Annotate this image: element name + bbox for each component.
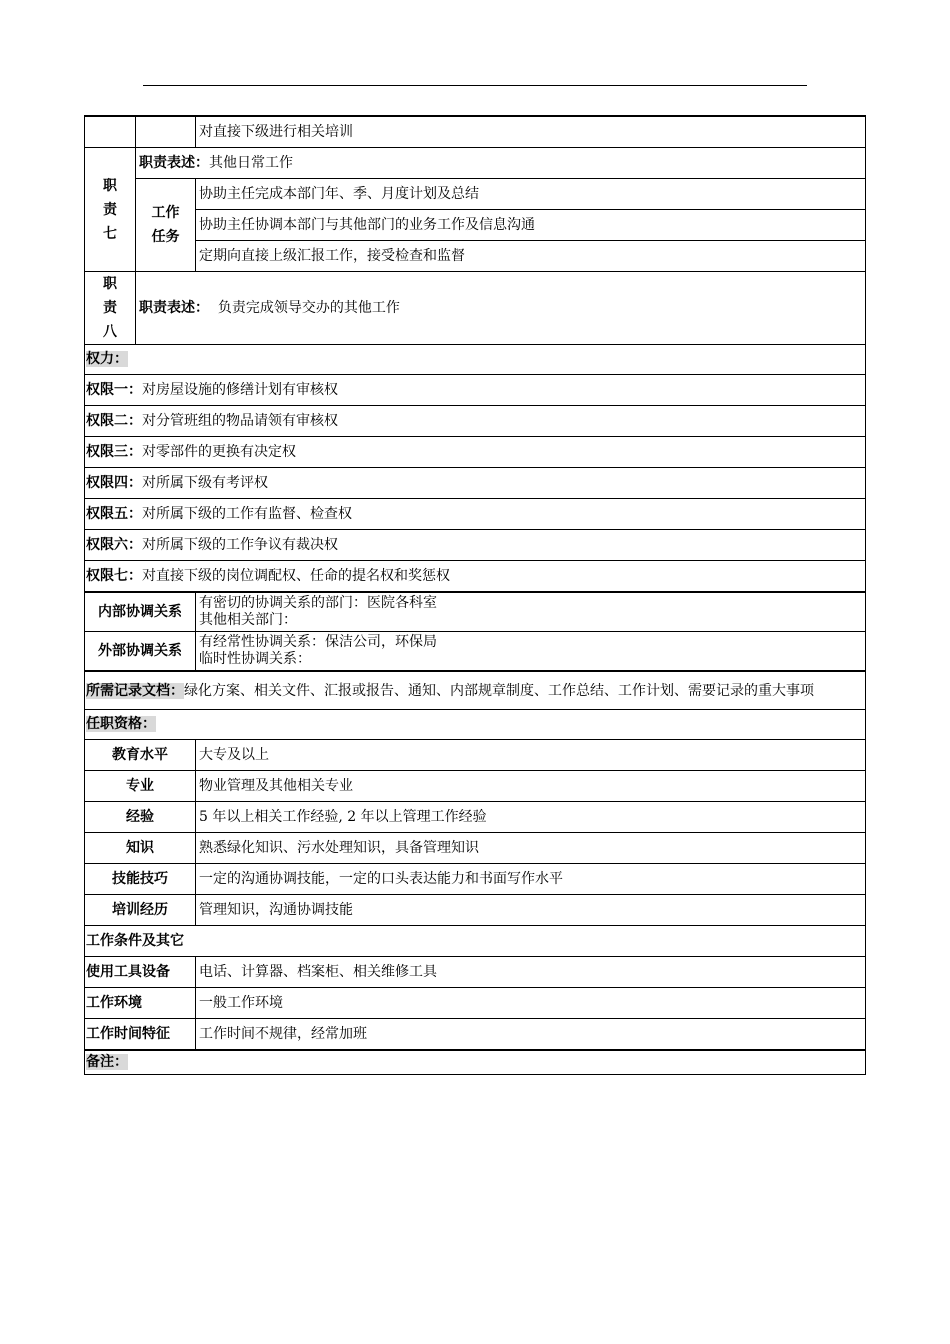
duty8-desc: 职责表述： 负责完成领导交办的其他工作: [136, 272, 866, 345]
internal-label: 内部协调关系: [85, 592, 196, 632]
qualification-row: 经验 5 年以上相关工作经验, 2 年以上管理工作经验: [85, 802, 866, 833]
duty7-desc-row: [85, 148, 866, 179]
duty7-label: 职 责 七: [85, 148, 136, 272]
qualification-header-row: [85, 710, 866, 740]
external-label: 外部协调关系: [85, 632, 196, 672]
duty7-task-3: 定期向直接上级汇报工作，接受检查和监督: [196, 241, 866, 272]
qualification-header: 任职资格：: [86, 716, 156, 732]
remarks-row: [85, 1050, 866, 1075]
authority-row: 权限二：对分管班组的物品请领有审核权: [85, 406, 866, 437]
authority-row: 权限七：对直接下级的岗位调配权、任命的提名权和奖惩权: [85, 561, 866, 593]
duty8-row: [85, 272, 866, 345]
duty7-task-row: [85, 179, 866, 210]
qualification-row: 教育水平 大专及以上: [85, 740, 866, 771]
qualification-row: 技能技巧 一定的沟通协调技能，一定的口头表达能力和书面写作水平: [85, 864, 866, 895]
qualification-row: 培训经历 管理知识，沟通协调技能: [85, 895, 866, 926]
conditions-header: 工作条件及其它: [85, 926, 866, 957]
authority-header-row: [85, 345, 866, 375]
authority-row: 权限一：对房屋设施的修缮计划有审核权: [85, 375, 866, 406]
external-line-2: 临时性协调关系：: [199, 651, 311, 667]
authority-row: 权限五：对所属下级的工作有监督、检查权: [85, 499, 866, 530]
authority-row: 权限四：对所属下级有考评权: [85, 468, 866, 499]
duty7-desc: 职责表述：其他日常工作: [136, 148, 866, 179]
duty7-task-2: 协助主任协调本部门与其他部门的业务工作及信息沟通: [196, 210, 866, 241]
conditions-header-row: [85, 926, 866, 957]
duty7-task-label: 工作 任务: [136, 179, 196, 272]
job-description-table: [84, 115, 866, 1075]
authority-row: 权限六：对所属下级的工作争议有裁决权: [85, 530, 866, 561]
duty7-task-1: 协助主任完成本部门年、季、月度计划及总结: [196, 179, 866, 210]
internal-line-1: 有密切的协调关系的部门：医院各科室: [199, 595, 437, 611]
duty8-label: 职 责 八: [85, 272, 136, 345]
duty7-task-row: [85, 210, 866, 241]
conditions-row: 使用工具设备 电话、计算器、档案柜、相关维修工具: [85, 957, 866, 988]
conditions-row: 工作环境 一般工作环境: [85, 988, 866, 1019]
internal-line-2: 其他相关部门：: [199, 612, 297, 628]
records-text: 绿化方案、相关文件、汇报或报告、通知、内部规章制度、工作总结、工作计划、需要记录的重大事项: [184, 682, 814, 699]
task-text: 对直接下级进行相关培训: [196, 116, 866, 148]
duty7-task-row: [85, 241, 866, 272]
remarks-label: 备注：: [86, 1054, 128, 1070]
records-label: 所需记录文档：: [86, 682, 184, 699]
authority-header: 权力：: [86, 351, 128, 367]
external-line-1: 有经常性协调关系：保洁公司，环保局: [199, 634, 437, 650]
external-coordination-row: [85, 632, 866, 672]
qualification-row: 知识 熟悉绿化知识、污水处理知识，具备管理知识: [85, 833, 866, 864]
prev-duty-row: [85, 116, 866, 148]
header-rule: [143, 85, 807, 86]
internal-coordination-row: [85, 592, 866, 632]
authority-row: 权限三：对零部件的更换有决定权: [85, 437, 866, 468]
records-row: [85, 671, 866, 710]
qualification-row: 专业 物业管理及其他相关专业: [85, 771, 866, 802]
conditions-row: 工作时间特征 工作时间不规律，经常加班: [85, 1019, 866, 1051]
